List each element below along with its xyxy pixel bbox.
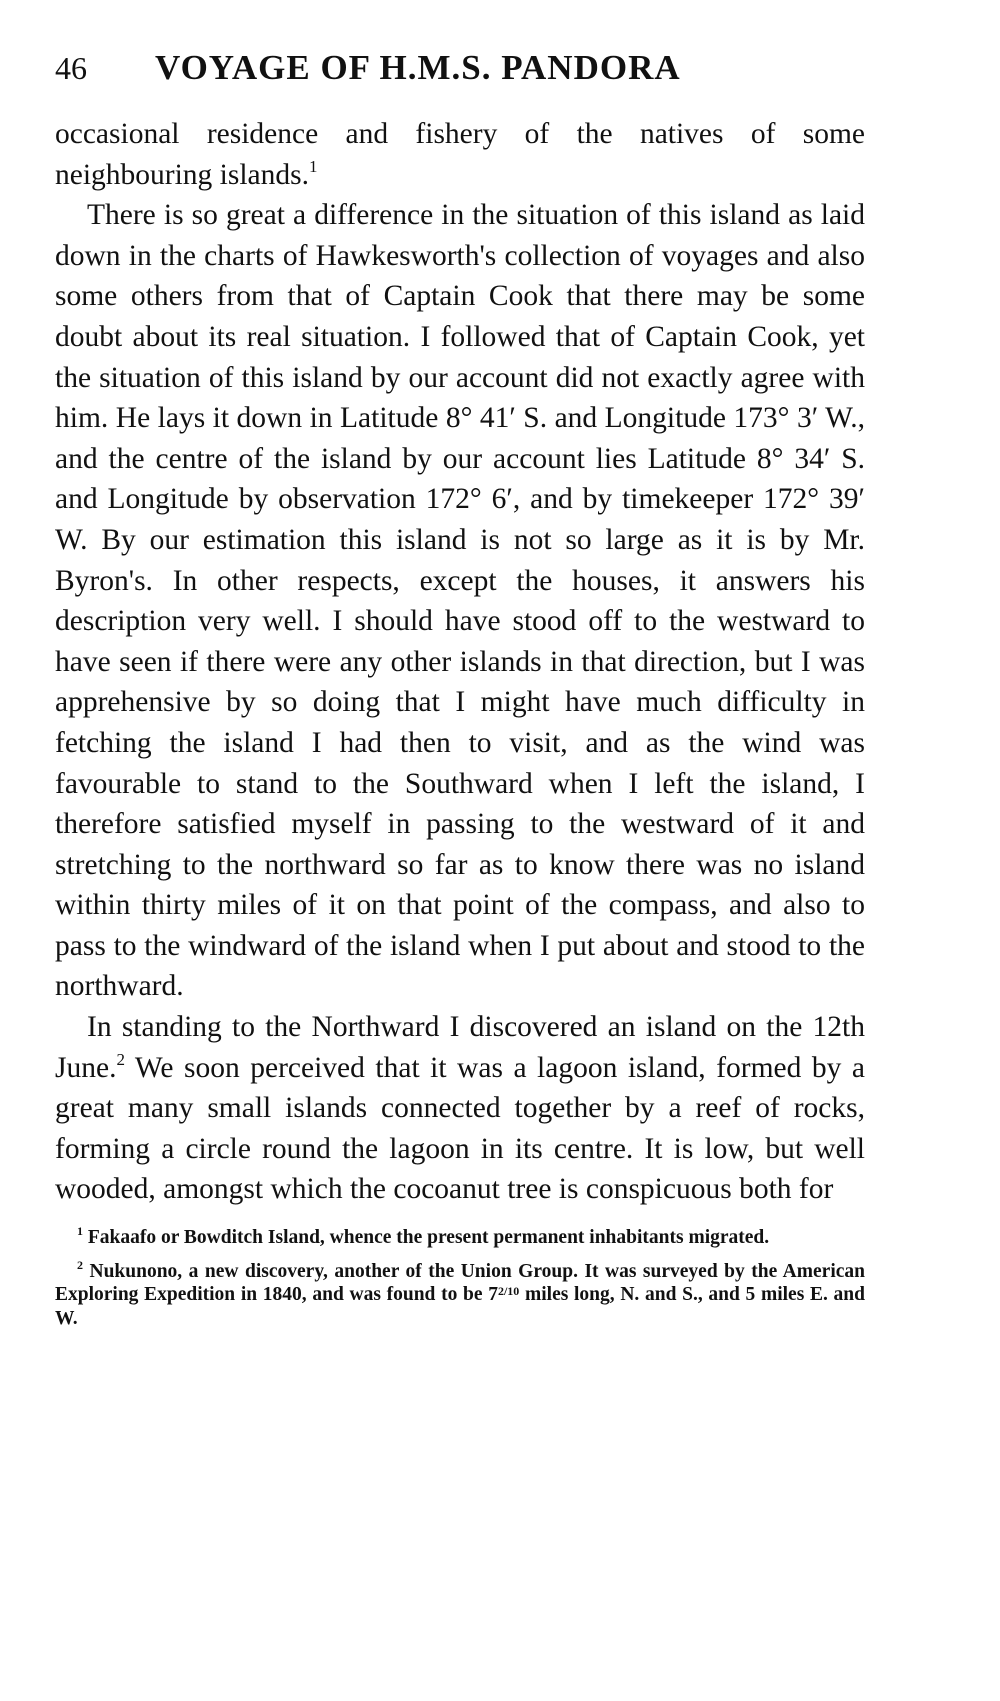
paragraph-continued bbox=[55, 114, 865, 195]
paragraph-text: We soon perceived that it was a lagoon island, formed by a great many small islands connected together by a reef of rocks, forming a circle round the lagoon in its centre. It is low, but well wooded, amongst which the cocoanut tree is conspicuous both for bbox=[55, 1051, 865, 1206]
page-number: 46 bbox=[55, 50, 87, 86]
footnote-reference-1[interactable]: 1 bbox=[309, 156, 318, 176]
running-title: VOYAGE OF H.M.S. PANDORA bbox=[155, 48, 681, 87]
body-text bbox=[55, 114, 865, 1210]
footnote-2 bbox=[55, 1257, 865, 1331]
running-head bbox=[55, 48, 865, 108]
footnote-text: Fakaafo or Bowditch Island, whence the present permanent inhabitants migrated. bbox=[83, 1227, 770, 1249]
footnote-reference-2[interactable]: 2 bbox=[116, 1049, 125, 1069]
footnote-marker: 2 bbox=[77, 1257, 83, 1272]
book-page bbox=[55, 48, 865, 1340]
paragraph-discovery bbox=[55, 1007, 865, 1210]
footnote-text: miles long, N. and S., and 5 miles E. and W. bbox=[55, 1284, 865, 1329]
paragraph-text: In standing to the Northward I discovered an island on the 12th June. bbox=[55, 1011, 865, 1084]
fraction: 2/10 bbox=[497, 1284, 520, 1299]
paragraph-text: occasional residence and fishery of the natives of some neighbouring islands. bbox=[55, 118, 865, 191]
footnote-text: Nukunono, a new discovery, another of the Union Group. It was surveyed by the American Exploring Expedition in 1840, and was found to be 7 bbox=[55, 1260, 865, 1306]
paragraph-situation: There is so great a difference in the situation of this island as laid down in the charts of Hawkesworth's collection of voyages and also some others from that of Captain Cook that there may be some doubt about its real situation. I followed that of Captain Cook, yet the situation of this island by our account did not exactly agree with him. He lays it down in Latitude 8° 41′ S. and Longitude 173° 3′ W., and the centre of the island by our account lies Latitude 8° 34′ S. and Longitude by observation 172° 6′, and by timekeeper 172° 39′ W. By our estimation this island is not so large as it is by Mr. Byron's. In other respects, except the houses, it answers his description very well. I should have stood off to the westward to have seen if there were any other islands in that direction, but I was apprehensive by so doing that I might have much difficulty in fetching the island I had then to visit, and as the wind was favourable to stand to the Southward when I left the island, I therefore satisfied myself in passing to the westward of it and stretching to the northward so far as to know there was no island within thirty miles of it on that point of the compass, and also to pass to the windward of the island when I put about and stood to the northward. bbox=[55, 199, 865, 1003]
footnote-marker: 1 bbox=[77, 1224, 83, 1239]
footnote-1 bbox=[55, 1226, 865, 1250]
footnotes bbox=[55, 1226, 865, 1330]
